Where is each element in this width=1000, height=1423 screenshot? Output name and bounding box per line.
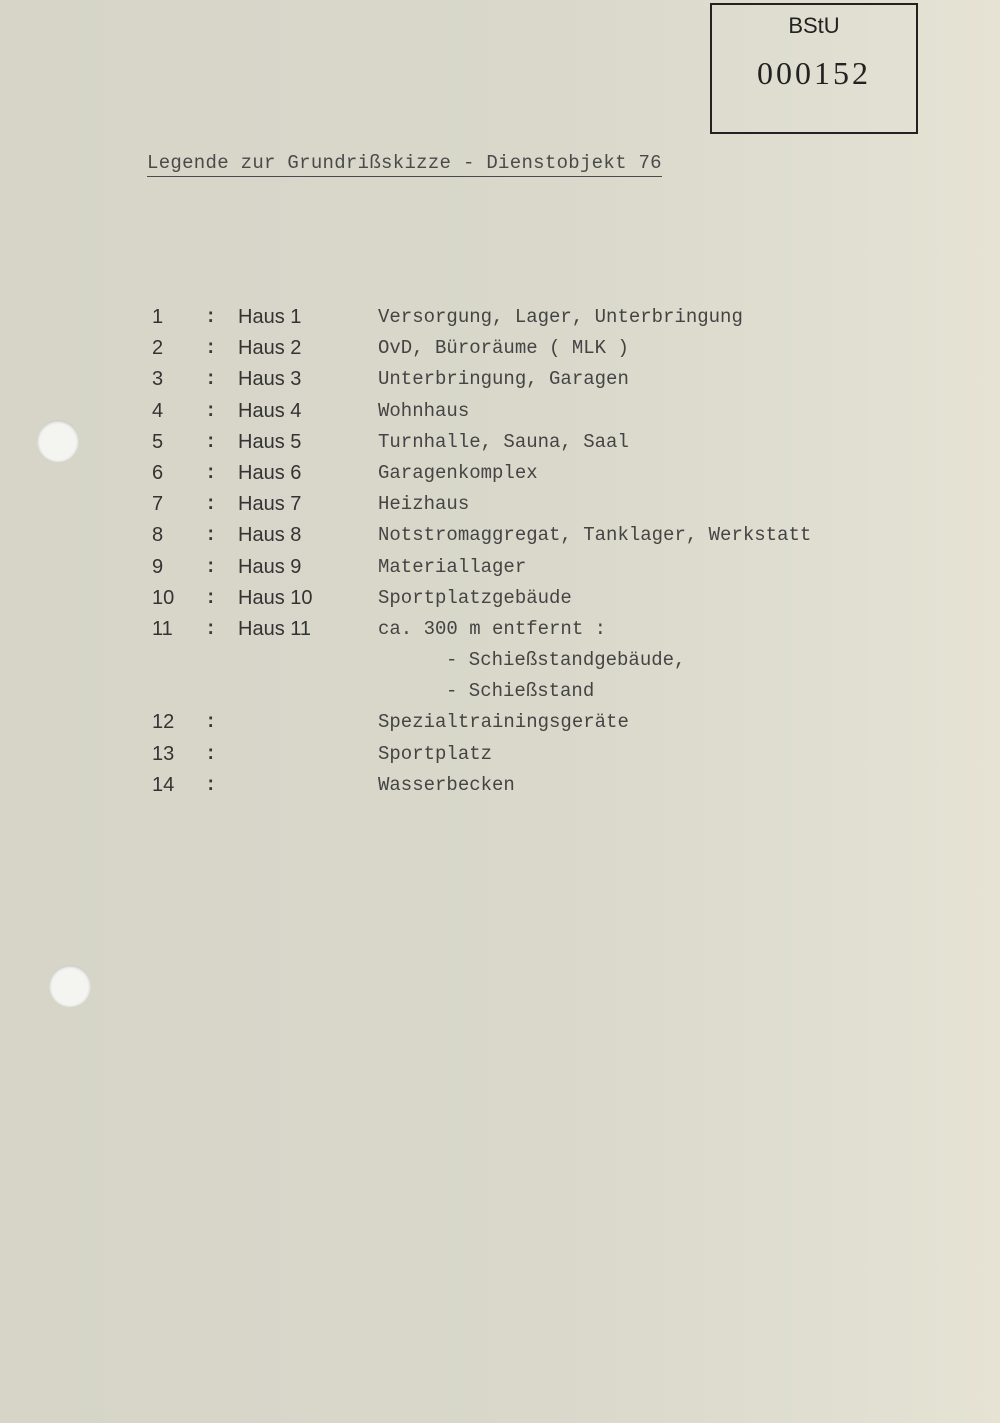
- legend-haus: Haus 8: [238, 524, 302, 547]
- legend-colon: :: [205, 430, 217, 453]
- legend-colon: :: [205, 555, 217, 578]
- legend-row: [0, 587, 1000, 618]
- legend-row: [0, 618, 1000, 649]
- legend-haus: Haus 7: [238, 493, 302, 516]
- legend-description: Unterbringung, Garagen: [378, 368, 629, 391]
- stamp-number: 000152: [757, 55, 871, 91]
- stamp-org: BStU: [788, 13, 840, 38]
- legend-haus: Haus 6: [238, 461, 302, 484]
- legend-haus: Haus 4: [238, 399, 302, 422]
- legend-number: 4: [152, 399, 164, 422]
- archive-stamp: [710, 3, 918, 134]
- legend-haus: Haus 10: [238, 586, 313, 609]
- legend-number: 2: [152, 337, 164, 360]
- legend-number: 13: [152, 742, 175, 765]
- legend-number: 14: [152, 773, 175, 796]
- legend-colon: :: [205, 461, 217, 484]
- legend-number: 5: [152, 430, 164, 453]
- legend-haus: Haus 1: [238, 306, 302, 328]
- legend-number: 6: [152, 461, 164, 484]
- legend-description: Sportplatzgebäude: [378, 586, 572, 609]
- legend-row: [0, 337, 1000, 368]
- legend-description: OvD, Büroräume ( MLK ): [378, 337, 629, 360]
- legend-colon: :: [205, 493, 217, 516]
- legend-description: Wasserbecken: [378, 773, 515, 796]
- legend-description: Notstromaggregat, Tanklager, Werkstatt: [378, 524, 812, 547]
- legend-colon: :: [205, 617, 217, 640]
- legend-list: [0, 306, 1000, 805]
- legend-haus: Haus 11: [238, 617, 312, 640]
- page-title: Legende zur Grundrißskizze - Dienstobjekt 76: [147, 152, 662, 177]
- legend-description: Spezialtrainingsgeräte: [378, 711, 629, 734]
- legend-colon: :: [205, 742, 217, 765]
- legend-row: [0, 556, 1000, 587]
- legend-row: [0, 306, 1000, 337]
- legend-description: Wohnhaus: [378, 399, 470, 422]
- legend-colon: :: [205, 306, 217, 328]
- legend-haus: Haus 2: [238, 337, 302, 360]
- legend-description: Sportplatz: [378, 742, 493, 765]
- legend-description: - Schießstand: [446, 680, 595, 703]
- legend-colon: :: [205, 711, 217, 734]
- legend-colon: :: [205, 586, 217, 609]
- legend-number: 9: [152, 555, 164, 578]
- legend-colon: :: [205, 524, 217, 547]
- legend-number: 1: [152, 306, 164, 328]
- legend-colon: :: [205, 337, 217, 360]
- legend-colon: :: [205, 773, 217, 796]
- legend-row: [0, 774, 1000, 805]
- legend-row: [0, 524, 1000, 555]
- legend-row: [0, 462, 1000, 493]
- legend-row: [0, 400, 1000, 431]
- legend-description: Turnhalle, Sauna, Saal: [378, 430, 629, 453]
- legend-colon: :: [205, 399, 217, 422]
- legend-haus: Haus 9: [238, 555, 302, 578]
- punch-hole-bottom: [49, 965, 91, 1007]
- legend-colon: :: [205, 368, 217, 391]
- legend-row: [0, 493, 1000, 524]
- legend-row: [0, 711, 1000, 742]
- legend-row: [0, 743, 1000, 774]
- legend-description: Materiallager: [378, 555, 527, 578]
- legend-haus: Haus 3: [238, 368, 302, 391]
- legend-number: 7: [152, 493, 164, 516]
- legend-number: 10: [152, 586, 175, 609]
- legend-number: 12: [152, 711, 175, 734]
- legend-description: Heizhaus: [378, 493, 470, 516]
- legend-number: 3: [152, 368, 164, 391]
- legend-row: [0, 431, 1000, 462]
- legend-description: ca. 300 m entfernt :: [378, 617, 607, 640]
- legend-number: 8: [152, 524, 164, 547]
- legend-number: 11: [152, 617, 173, 640]
- legend-row: [0, 649, 1000, 680]
- legend-description: Garagenkomplex: [378, 461, 538, 484]
- legend-description: Versorgung, Lager, Unterbringung: [378, 306, 743, 328]
- legend-description: - Schießstandgebäude,: [446, 649, 686, 672]
- legend-row: [0, 680, 1000, 711]
- legend-haus: Haus 5: [238, 430, 302, 453]
- legend-row: [0, 368, 1000, 399]
